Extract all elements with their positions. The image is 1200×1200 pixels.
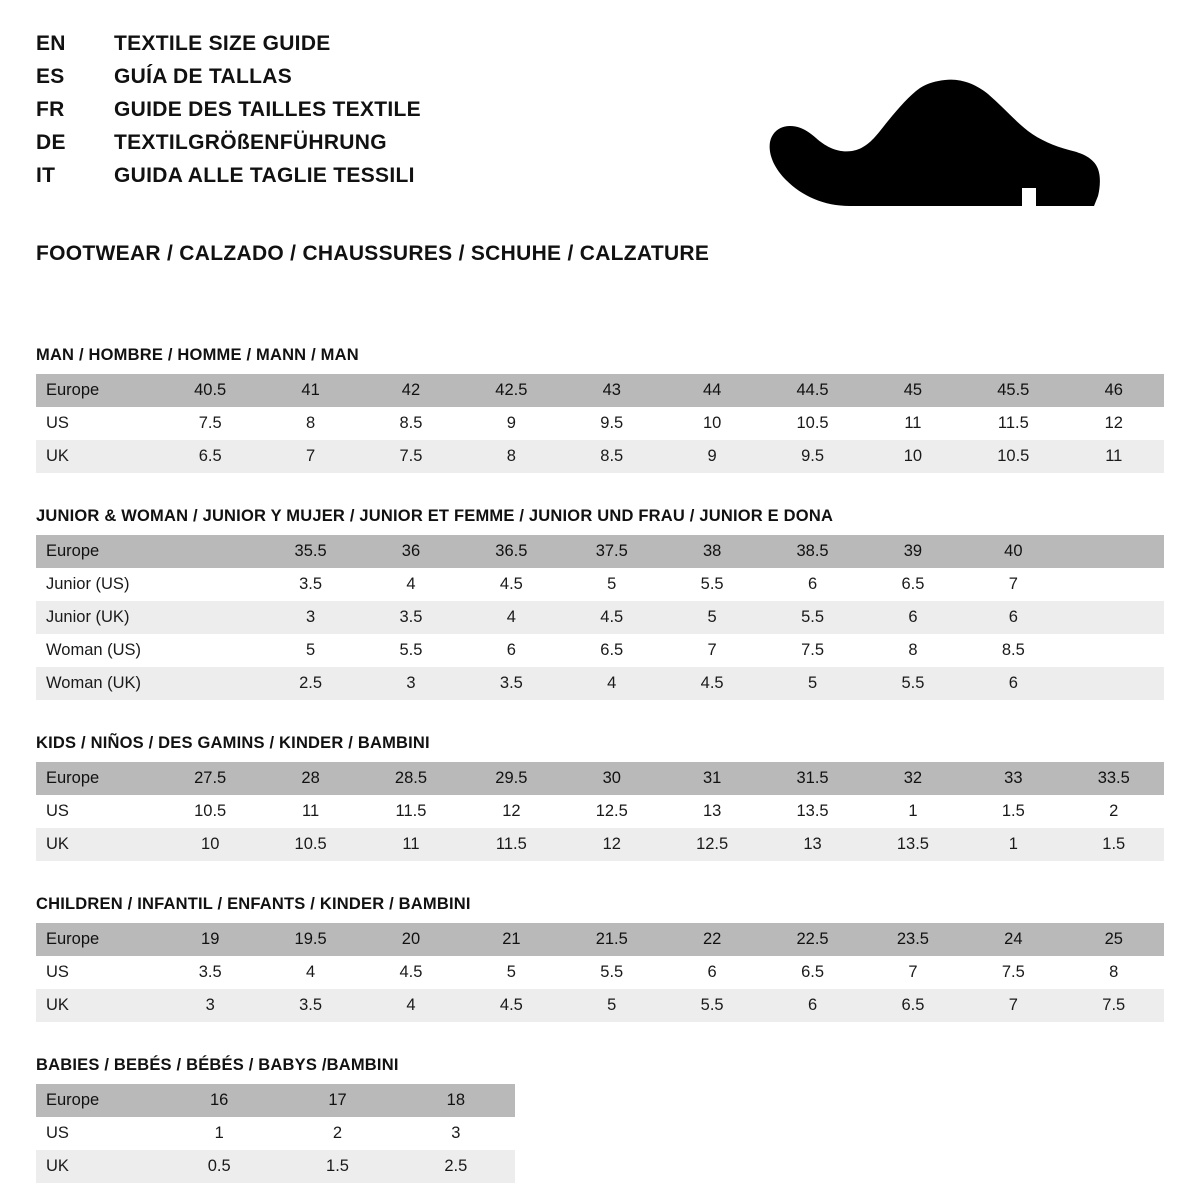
size-cell: 42.5	[461, 374, 561, 407]
row-label: Junior (UK)	[36, 601, 160, 634]
size-cell: 3.5	[361, 601, 461, 634]
size-cell: 9.5	[562, 407, 662, 440]
size-cell: 20	[361, 923, 461, 956]
row-label: US	[36, 407, 160, 440]
size-cell: 31	[662, 762, 762, 795]
size-cell: 4.5	[461, 568, 561, 601]
row-label: Europe	[36, 923, 160, 956]
size-cell: 24	[963, 923, 1063, 956]
size-cell: 23.5	[863, 923, 963, 956]
size-cell: 11.5	[963, 407, 1063, 440]
size-cell: 6	[762, 568, 862, 601]
table-header-row	[36, 762, 1164, 795]
size-cell: 6	[963, 667, 1063, 700]
size-cell: 7.5	[160, 407, 260, 440]
size-cell: 8.5	[963, 634, 1063, 667]
size-cell: 2.5	[397, 1150, 515, 1183]
section-heading: MAN / HOMBRE / HOMME / MANN / MAN	[36, 346, 359, 364]
size-cell: 11	[1064, 440, 1164, 473]
row-label: UK	[36, 989, 160, 1022]
size-cell: 3	[397, 1117, 515, 1150]
size-cell	[160, 601, 260, 634]
size-cell: 18	[397, 1084, 515, 1117]
table-row	[36, 667, 1164, 700]
size-cell: 4	[461, 601, 561, 634]
size-section	[36, 1056, 1164, 1183]
language-row	[36, 131, 421, 164]
size-cell: 3	[361, 667, 461, 700]
row-label: Europe	[36, 1084, 160, 1117]
size-cell: 1	[863, 795, 963, 828]
size-cell	[160, 568, 260, 601]
size-cell: 5.5	[361, 634, 461, 667]
size-cell: 32	[863, 762, 963, 795]
size-cell: 13.5	[863, 828, 963, 861]
size-cell: 5.5	[562, 956, 662, 989]
size-cell: 7.5	[1064, 989, 1164, 1022]
category-title: FOOTWEAR / CALZADO / CHAUSSURES / SCHUHE / CALZATURE	[36, 242, 710, 265]
table-row	[36, 440, 1164, 473]
table-row	[36, 828, 1164, 861]
size-cell: 21	[461, 923, 561, 956]
size-cell	[160, 634, 260, 667]
size-section	[36, 734, 1164, 861]
table-row	[36, 1150, 515, 1183]
language-guide-title: TEXTILE SIZE GUIDE	[114, 32, 331, 55]
table-row	[36, 1117, 515, 1150]
size-cell: 40.5	[160, 374, 260, 407]
size-cell: 10.5	[963, 440, 1063, 473]
language-title-list	[36, 32, 421, 197]
size-cell: 4.5	[461, 989, 561, 1022]
size-section	[36, 507, 1164, 700]
size-cell: 4	[361, 989, 461, 1022]
size-cell: 11.5	[361, 795, 461, 828]
size-cell: 10	[160, 828, 260, 861]
size-cell: 3.5	[461, 667, 561, 700]
size-cell: 3.5	[160, 956, 260, 989]
size-cell: 7	[963, 568, 1063, 601]
size-cell: 31.5	[762, 762, 862, 795]
size-cell: 1	[160, 1117, 278, 1150]
size-tables-container	[36, 346, 1164, 1183]
size-cell: 1	[963, 828, 1063, 861]
size-cell: 5	[562, 989, 662, 1022]
size-cell: 38.5	[762, 535, 862, 568]
size-cell: 12.5	[562, 795, 662, 828]
size-cell: 35.5	[260, 535, 360, 568]
size-cell: 8	[863, 634, 963, 667]
size-cell: 7	[260, 440, 360, 473]
section-heading: JUNIOR & WOMAN / JUNIOR Y MUJER / JUNIOR ET FEMME / JUNIOR UND FRAU / JUNIOR E DONA	[36, 507, 834, 525]
size-section	[36, 895, 1164, 1022]
row-label: Woman (UK)	[36, 667, 160, 700]
size-cell: 5.5	[662, 568, 762, 601]
size-cell: 9.5	[762, 440, 862, 473]
size-cell: 45	[863, 374, 963, 407]
size-cell: 12.5	[662, 828, 762, 861]
size-cell: 11	[260, 795, 360, 828]
size-cell: 40	[963, 535, 1063, 568]
size-cell: 22.5	[762, 923, 862, 956]
size-cell: 46	[1064, 374, 1164, 407]
size-cell: 6	[762, 989, 862, 1022]
size-cell: 5	[662, 601, 762, 634]
size-cell: 0.5	[160, 1150, 278, 1183]
table-row	[36, 956, 1164, 989]
size-cell: 33.5	[1064, 762, 1164, 795]
language-guide-title: GUIDE DES TAILLES TEXTILE	[114, 98, 421, 121]
size-cell: 3.5	[260, 568, 360, 601]
size-cell: 6.5	[160, 440, 260, 473]
size-cell: 6.5	[762, 956, 862, 989]
size-cell: 7.5	[963, 956, 1063, 989]
size-cell: 6	[461, 634, 561, 667]
size-cell: 8	[1064, 956, 1164, 989]
size-cell: 3	[160, 989, 260, 1022]
size-cell: 2.5	[260, 667, 360, 700]
size-cell: 33	[963, 762, 1063, 795]
section-heading: CHILDREN / INFANTIL / ENFANTS / KINDER / BAMBINI	[36, 895, 471, 913]
language-guide-title: GUIDA ALLE TAGLIE TESSILI	[114, 164, 415, 187]
size-cell: 7.5	[361, 440, 461, 473]
size-cell: 5	[562, 568, 662, 601]
row-label: US	[36, 1117, 160, 1150]
size-cell: 7.5	[762, 634, 862, 667]
size-cell: 44	[662, 374, 762, 407]
size-cell: 5	[260, 634, 360, 667]
size-cell: 7	[863, 956, 963, 989]
size-cell: 4.5	[361, 956, 461, 989]
size-table	[36, 374, 1164, 473]
language-code: EN	[36, 32, 66, 55]
table-header-row	[36, 535, 1164, 568]
size-section	[36, 346, 1164, 473]
size-cell: 19.5	[260, 923, 360, 956]
size-cell: 13	[662, 795, 762, 828]
size-cell: 12	[461, 795, 561, 828]
table-row	[36, 407, 1164, 440]
table-header-row	[36, 923, 1164, 956]
size-cell: 3	[260, 601, 360, 634]
size-cell: 11	[361, 828, 461, 861]
size-cell: 30	[562, 762, 662, 795]
size-cell: 7	[662, 634, 762, 667]
size-cell: 11.5	[461, 828, 561, 861]
size-cell	[1064, 568, 1164, 601]
size-cell: 3.5	[260, 989, 360, 1022]
size-cell: 10.5	[260, 828, 360, 861]
size-cell: 44.5	[762, 374, 862, 407]
size-cell	[160, 535, 260, 568]
size-table	[36, 1084, 515, 1183]
row-label: UK	[36, 440, 160, 473]
size-cell: 6.5	[863, 989, 963, 1022]
size-cell: 17	[278, 1084, 396, 1117]
size-cell: 22	[662, 923, 762, 956]
size-cell	[1064, 601, 1164, 634]
table-row	[36, 601, 1164, 634]
language-code: FR	[36, 98, 65, 121]
size-cell: 10.5	[762, 407, 862, 440]
size-cell: 28.5	[361, 762, 461, 795]
size-cell: 12	[1064, 407, 1164, 440]
size-cell: 45.5	[963, 374, 1063, 407]
size-cell: 6.5	[562, 634, 662, 667]
size-cell: 13	[762, 828, 862, 861]
language-row	[36, 65, 421, 98]
size-cell: 6	[963, 601, 1063, 634]
size-cell: 4	[361, 568, 461, 601]
size-cell: 36	[361, 535, 461, 568]
row-label: UK	[36, 828, 160, 861]
size-cell: 2	[1064, 795, 1164, 828]
size-table	[36, 535, 1164, 700]
table-row	[36, 989, 1164, 1022]
language-guide-title: TEXTILGRÖßENFÜHRUNG	[114, 131, 387, 154]
language-row	[36, 98, 421, 131]
size-cell: 11	[863, 407, 963, 440]
size-cell: 1.5	[1064, 828, 1164, 861]
row-label: US	[36, 956, 160, 989]
size-cell: 28	[260, 762, 360, 795]
section-heading: KIDS / NIÑOS / DES GAMINS / KINDER / BAMBINI	[36, 734, 430, 752]
size-cell: 13.5	[762, 795, 862, 828]
size-cell: 2	[278, 1117, 396, 1150]
size-cell: 7	[963, 989, 1063, 1022]
size-cell	[1064, 535, 1164, 568]
size-cell: 4.5	[662, 667, 762, 700]
size-cell: 16	[160, 1084, 278, 1117]
size-cell: 10	[863, 440, 963, 473]
size-cell: 5.5	[863, 667, 963, 700]
size-cell	[1064, 667, 1164, 700]
page-header	[36, 32, 1164, 216]
language-code: IT	[36, 164, 56, 187]
size-cell: 21.5	[562, 923, 662, 956]
size-cell: 8	[461, 440, 561, 473]
size-cell: 5	[461, 956, 561, 989]
row-label: Europe	[36, 374, 160, 407]
size-cell: 4	[562, 667, 662, 700]
size-cell: 9	[662, 440, 762, 473]
size-cell: 42	[361, 374, 461, 407]
row-label: Europe	[36, 762, 160, 795]
size-cell: 12	[562, 828, 662, 861]
size-cell: 29.5	[461, 762, 561, 795]
size-cell: 39	[863, 535, 963, 568]
language-row	[36, 32, 421, 65]
table-header-row	[36, 374, 1164, 407]
size-cell: 4	[260, 956, 360, 989]
size-cell	[160, 667, 260, 700]
size-cell: 8.5	[361, 407, 461, 440]
row-label: Europe	[36, 535, 160, 568]
size-cell: 36.5	[461, 535, 561, 568]
table-row	[36, 795, 1164, 828]
size-cell: 25	[1064, 923, 1164, 956]
table-header-row	[36, 1084, 515, 1117]
size-cell: 6	[863, 601, 963, 634]
size-cell	[1064, 634, 1164, 667]
row-label: Junior (US)	[36, 568, 160, 601]
size-cell: 4.5	[562, 601, 662, 634]
size-cell: 1.5	[963, 795, 1063, 828]
size-cell: 1.5	[278, 1150, 396, 1183]
size-cell: 8.5	[562, 440, 662, 473]
row-label: Woman (US)	[36, 634, 160, 667]
size-cell: 27.5	[160, 762, 260, 795]
size-cell: 10	[662, 407, 762, 440]
size-cell: 41	[260, 374, 360, 407]
size-cell: 6.5	[863, 568, 963, 601]
language-guide-title: GUÍA DE TALLAS	[114, 65, 293, 88]
language-code: DE	[36, 131, 66, 154]
table-row	[36, 568, 1164, 601]
size-cell: 6	[662, 956, 762, 989]
size-cell: 5.5	[662, 989, 762, 1022]
size-cell: 19	[160, 923, 260, 956]
language-code: ES	[36, 65, 65, 88]
size-cell: 5.5	[762, 601, 862, 634]
dress-shoe-icon	[754, 76, 1114, 216]
size-table	[36, 923, 1164, 1022]
section-heading: BABIES / BEBÉS / BÉBÉS / BABYS /BAMBINI	[36, 1056, 399, 1074]
language-row	[36, 164, 421, 197]
size-cell: 38	[662, 535, 762, 568]
size-cell: 37.5	[562, 535, 662, 568]
size-cell: 5	[762, 667, 862, 700]
size-cell: 10.5	[160, 795, 260, 828]
row-label: UK	[36, 1150, 160, 1183]
table-row	[36, 634, 1164, 667]
size-cell: 8	[260, 407, 360, 440]
row-label: US	[36, 795, 160, 828]
size-table	[36, 762, 1164, 861]
size-cell: 9	[461, 407, 561, 440]
size-cell: 43	[562, 374, 662, 407]
